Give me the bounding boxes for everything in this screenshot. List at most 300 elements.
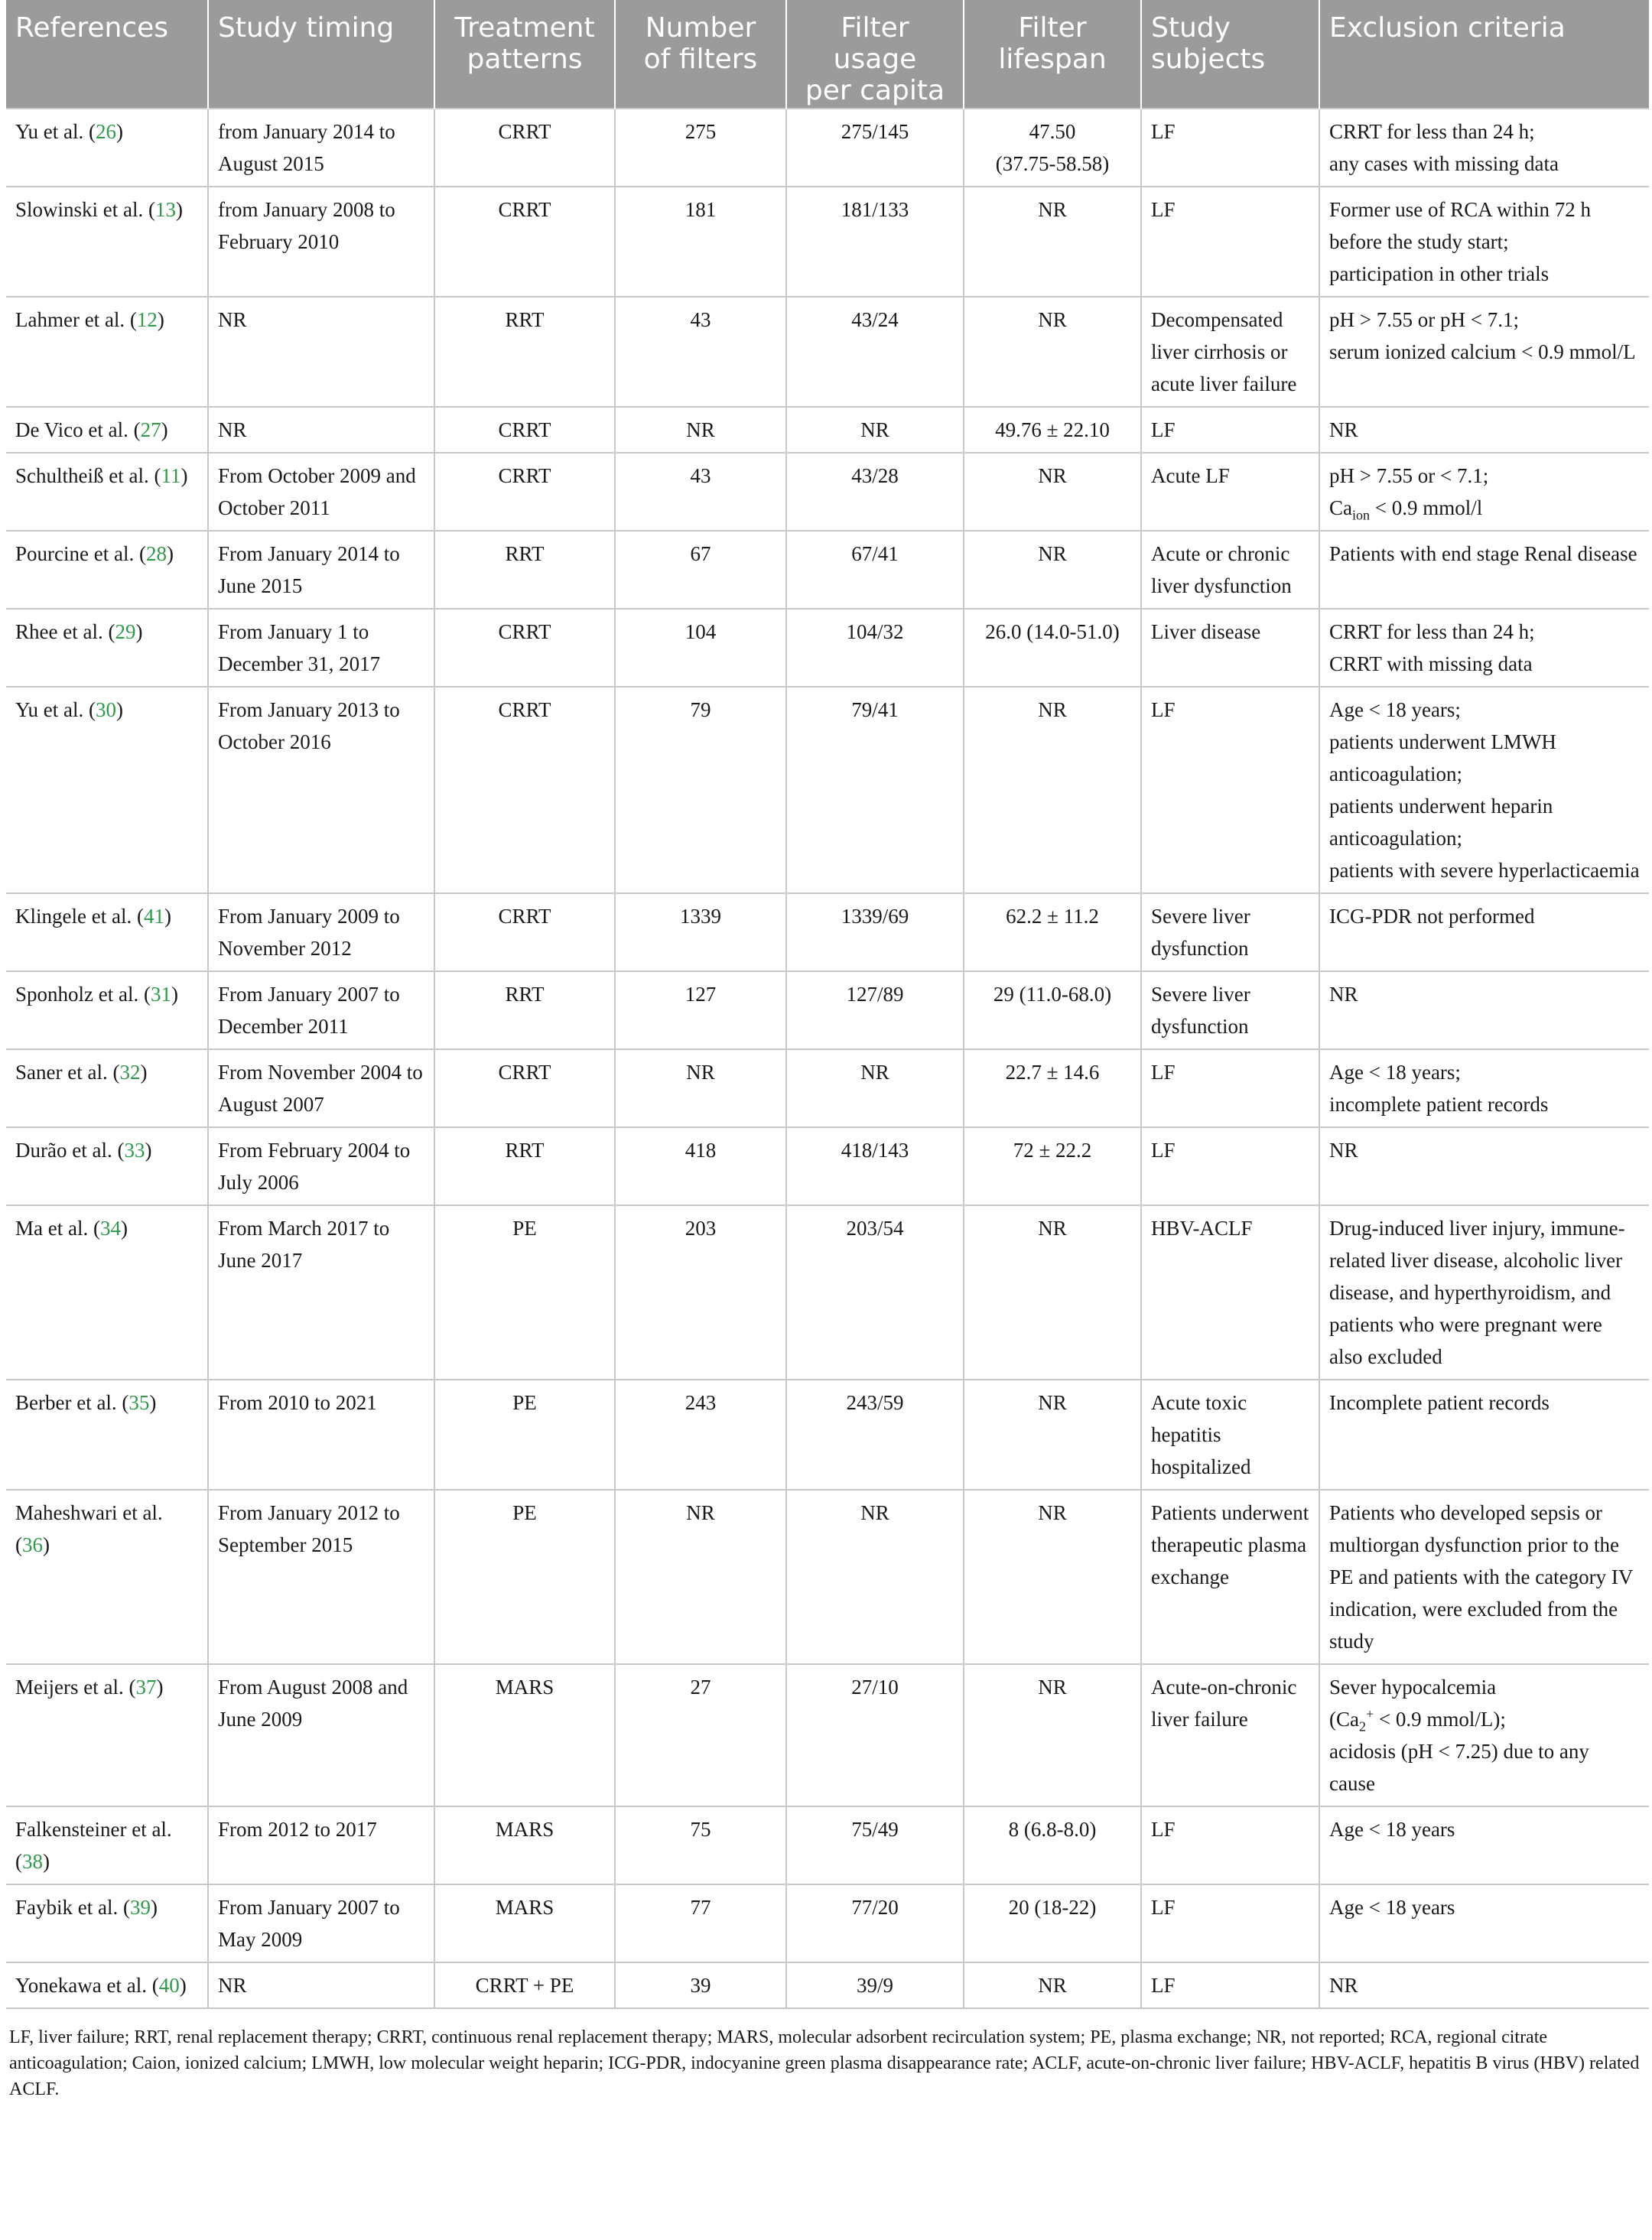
table-row [6, 187, 1649, 297]
header-line: subjects [1151, 44, 1266, 75]
reference-close: ) [43, 1850, 50, 1873]
cell-study-subjects: LF [1141, 109, 1319, 187]
cell-filter-usage: 275/145 [786, 109, 964, 187]
cell-filter-lifespan [964, 1380, 1141, 1490]
exclusion-line: Patients with end stage Renal disease [1329, 542, 1637, 565]
header-line: patterns [467, 44, 583, 75]
cell-exclusion-criteria [1319, 1962, 1649, 2008]
cell-filter-usage: 243/59 [786, 1380, 964, 1490]
cell-study-timing: NR [208, 407, 434, 453]
cell-exclusion-criteria [1319, 1049, 1649, 1127]
lifespan-line: 47.50 [1029, 120, 1076, 143]
reference-link[interactable]: 31 [150, 983, 171, 1006]
cell-treatment: MARS [434, 1664, 615, 1806]
cell-filter-usage: 127/89 [786, 971, 964, 1049]
reference-close: ) [115, 120, 123, 143]
reference-author: Yu et al. ( [15, 120, 96, 143]
lifespan-line: 72 ± 22.2 [1013, 1139, 1092, 1162]
cell-number-of-filters: 77 [615, 1884, 786, 1962]
lifespan-line: 49.76 ± 22.10 [995, 418, 1110, 441]
cell-reference [6, 893, 208, 971]
cell-exclusion-criteria [1319, 1127, 1649, 1205]
cell-reference [6, 1049, 208, 1127]
table-row [6, 109, 1649, 187]
cell-treatment: MARS [434, 1806, 615, 1884]
header-line: lifespan [998, 44, 1107, 75]
exclusion-line: ICG-PDR not performed [1329, 905, 1535, 928]
reference-close: ) [145, 1139, 152, 1162]
cell-study-subjects: Severe liver dysfunction [1141, 971, 1319, 1049]
cell-study-timing: From October 2009 and October 2011 [208, 453, 434, 531]
cell-study-timing: NR [208, 297, 434, 407]
cell-filter-lifespan [964, 109, 1141, 187]
reference-author: Ma et al. ( [15, 1217, 100, 1240]
cell-study-subjects: LF [1141, 687, 1319, 893]
cell-treatment: CRRT [434, 187, 615, 297]
cell-filter-lifespan [964, 297, 1141, 407]
lifespan-line: 29 (11.0-68.0) [993, 983, 1112, 1006]
header-line: Filter [1018, 12, 1087, 44]
cell-reference [6, 109, 208, 187]
cell-filter-lifespan [964, 971, 1141, 1049]
cell-study-subjects: Decompensated liver cirrhosis or acute liver failure [1141, 297, 1319, 407]
reference-author: Pourcine et al. ( [15, 542, 146, 565]
exclusion-line: serum ionized calcium < 0.9 mmol/L [1329, 340, 1636, 363]
cell-study-subjects: LF [1141, 1962, 1319, 2008]
cell-study-subjects: Acute toxic hepatitis hospitalized [1141, 1380, 1319, 1490]
lifespan-line: NR [1038, 698, 1067, 721]
reference-close: ) [166, 542, 174, 565]
cell-treatment: CRRT [434, 609, 615, 687]
cell-filter-lifespan [964, 1806, 1141, 1884]
cell-number-of-filters: 27 [615, 1664, 786, 1806]
exclusion-line: Sever hypocalcemia [1329, 1676, 1497, 1699]
cell-study-subjects: LF [1141, 1806, 1319, 1884]
cell-filter-lifespan [964, 187, 1141, 297]
reference-author: Schultheiß et al. ( [15, 464, 161, 487]
cell-treatment: PE [434, 1380, 615, 1490]
reference-link[interactable]: 41 [143, 905, 164, 928]
reference-link[interactable]: 29 [115, 620, 136, 643]
cell-exclusion-criteria [1319, 531, 1649, 609]
cell-treatment: CRRT [434, 453, 615, 531]
reference-author: Yu et al. ( [15, 698, 96, 721]
cell-filter-lifespan [964, 407, 1141, 453]
cell-exclusion-criteria [1319, 609, 1649, 687]
cell-reference [6, 453, 208, 531]
exclusion-line: acidosis (pH < 7.25) due to any cause [1329, 1740, 1589, 1795]
exclusion-line: ($Ca_2^+ < 0.9$ mmol/L); [1329, 1706, 1506, 1734]
cell-treatment: PE [434, 1490, 615, 1664]
header-line: Study timing [218, 12, 395, 44]
cell-study-subjects: LF [1141, 1884, 1319, 1962]
exclusion-line: NR [1329, 1974, 1358, 1997]
cell-filter-lifespan [964, 453, 1141, 531]
table-row [6, 1884, 1649, 1962]
reference-close: ) [135, 620, 143, 643]
exclusion-line: Age < 18 years; [1329, 698, 1461, 721]
cell-study-subjects: LF [1141, 187, 1319, 297]
reference-close: ) [171, 983, 178, 1006]
reference-author: Slowinski et al. ( [15, 198, 155, 221]
reference-link[interactable]: 40 [158, 1974, 180, 1997]
reference-close: ) [157, 308, 164, 331]
reference-author: Klingele et al. ( [15, 905, 144, 928]
exclusion-line: patients underwent heparin anticoagulation; [1329, 795, 1553, 850]
lifespan-line: (37.75-58.58) [995, 152, 1110, 175]
reference-link[interactable]: 27 [140, 418, 161, 441]
reference-close: ) [179, 1974, 187, 1997]
reference-link[interactable]: 39 [129, 1896, 151, 1919]
cell-number-of-filters: 75 [615, 1806, 786, 1884]
reference-author: Rhee et al. ( [15, 620, 115, 643]
exclusion-line: Former use of RCA within 72 h before the study start; [1329, 198, 1591, 253]
cell-filter-lifespan [964, 1490, 1141, 1664]
reference-close: ) [156, 1676, 164, 1699]
lifespan-line: 8 (6.8-8.0) [1008, 1818, 1097, 1841]
cell-filter-usage: 67/41 [786, 531, 964, 609]
cell-exclusion-criteria [1319, 297, 1649, 407]
header-study-timing [208, 0, 434, 109]
lifespan-line: 22.7 ± 14.6 [1005, 1061, 1100, 1084]
cell-filter-lifespan [964, 1664, 1141, 1806]
cell-reference [6, 609, 208, 687]
cell-study-timing: From August 2008 and June 2009 [208, 1664, 434, 1806]
cell-filter-usage: 104/32 [786, 609, 964, 687]
exclusion-line: Age < 18 years [1329, 1818, 1455, 1841]
header-line: References [15, 12, 169, 44]
cell-reference [6, 971, 208, 1049]
cell-filter-lifespan [964, 1205, 1141, 1380]
cell-filter-usage: 39/9 [786, 1962, 964, 2008]
cell-number-of-filters: 79 [615, 687, 786, 893]
table-body [6, 109, 1649, 2008]
exclusion-line: Incomplete patient records [1329, 1391, 1550, 1414]
cell-number-of-filters: 181 [615, 187, 786, 297]
cell-treatment: RRT [434, 297, 615, 407]
cell-number-of-filters: NR [615, 1490, 786, 1664]
cell-reference [6, 1205, 208, 1380]
lifespan-line: NR [1038, 464, 1067, 487]
cell-exclusion-criteria [1319, 407, 1649, 453]
header-number-of-filters [615, 0, 786, 109]
cell-number-of-filters: 67 [615, 531, 786, 609]
cell-study-subjects: Liver disease [1141, 609, 1319, 687]
reference-link[interactable]: 33 [124, 1139, 145, 1162]
exclusion-line: NR [1329, 418, 1358, 441]
cell-exclusion-criteria [1319, 1380, 1649, 1490]
cell-filter-usage: 75/49 [786, 1806, 964, 1884]
header-references [6, 0, 208, 109]
cell-reference [6, 1962, 208, 2008]
cell-number-of-filters: 203 [615, 1205, 786, 1380]
header-line: per capita [805, 75, 945, 106]
cell-treatment: CRRT + PE [434, 1962, 615, 2008]
header-line: Filter usage [833, 12, 917, 75]
cell-filter-usage: 203/54 [786, 1205, 964, 1380]
cell-number-of-filters: 418 [615, 1127, 786, 1205]
cell-exclusion-criteria [1319, 1806, 1649, 1884]
exclusion-line: CRRT for less than 24 h; [1329, 620, 1535, 643]
reference-close: ) [161, 418, 168, 441]
reference-link[interactable]: 11 [161, 464, 181, 487]
reference-author: Durão et al. ( [15, 1139, 125, 1162]
table-row [6, 453, 1649, 531]
studies-table [6, 0, 1649, 2009]
cell-number-of-filters: 243 [615, 1380, 786, 1490]
cell-reference [6, 187, 208, 297]
cell-study-subjects: Acute or chronic liver dysfunction [1141, 531, 1319, 609]
cell-study-subjects: HBV-ACLF [1141, 1205, 1319, 1380]
header-row [6, 0, 1649, 109]
exclusion-line: CRRT with missing data [1329, 652, 1533, 675]
cell-study-timing: from January 2014 to August 2015 [208, 109, 434, 187]
cell-treatment: PE [434, 1205, 615, 1380]
cell-study-timing: from January 2008 to February 2010 [208, 187, 434, 297]
cell-study-timing: From 2012 to 2017 [208, 1806, 434, 1884]
cell-filter-usage: 79/41 [786, 687, 964, 893]
cell-number-of-filters: 1339 [615, 893, 786, 971]
table-row [6, 1049, 1649, 1127]
cell-filter-lifespan [964, 531, 1141, 609]
lifespan-line: NR [1038, 1391, 1067, 1414]
exclusion-line: $Ca_{ion} < 0.9$ mmol/l [1329, 496, 1483, 523]
lifespan-line: NR [1038, 1974, 1067, 1997]
reference-close: ) [176, 198, 183, 221]
cell-study-subjects: Acute-on-chronic liver failure [1141, 1664, 1319, 1806]
reference-link[interactable]: 30 [95, 698, 116, 721]
cell-exclusion-criteria [1319, 1205, 1649, 1380]
cell-exclusion-criteria [1319, 893, 1649, 971]
reference-author: Saner et al. ( [15, 1061, 120, 1084]
cell-study-timing: From January 2014 to June 2015 [208, 531, 434, 609]
cell-reference [6, 1806, 208, 1884]
cell-reference [6, 407, 208, 453]
cell-exclusion-criteria [1319, 1664, 1649, 1806]
exclusion-line: any cases with missing data [1329, 152, 1559, 175]
exclusion-line: CRRT for less than 24 h; [1329, 120, 1535, 143]
reference-close: ) [120, 1217, 128, 1240]
cell-number-of-filters: 275 [615, 109, 786, 187]
lifespan-line: 62.2 ± 11.2 [1006, 905, 1099, 928]
cell-filter-usage: 43/28 [786, 453, 964, 531]
cell-reference [6, 1490, 208, 1664]
cell-study-subjects: Acute LF [1141, 453, 1319, 531]
cell-number-of-filters: 127 [615, 971, 786, 1049]
cell-filter-lifespan [964, 1962, 1141, 2008]
cell-filter-usage: 27/10 [786, 1664, 964, 1806]
table-row [6, 893, 1649, 971]
exclusion-line: pH > 7.55 or pH < 7.1; [1329, 308, 1519, 331]
cell-exclusion-criteria [1319, 971, 1649, 1049]
cell-treatment: CRRT [434, 109, 615, 187]
lifespan-line: NR [1038, 308, 1067, 331]
cell-exclusion-criteria [1319, 687, 1649, 893]
cell-study-subjects: Patients underwent therapeutic plasma exchange [1141, 1490, 1319, 1664]
cell-treatment: CRRT [434, 893, 615, 971]
cell-study-subjects: LF [1141, 407, 1319, 453]
reference-link[interactable]: 32 [119, 1061, 141, 1084]
reference-close: ) [149, 1391, 157, 1414]
cell-filter-usage: NR [786, 407, 964, 453]
exclusion-line: incomplete patient records [1329, 1093, 1549, 1116]
cell-study-timing: From January 1 to December 31, 2017 [208, 609, 434, 687]
table-row [6, 407, 1649, 453]
reference-author: De Vico et al. ( [15, 418, 141, 441]
reference-link[interactable]: 36 [22, 1533, 43, 1556]
cell-study-timing: NR [208, 1962, 434, 2008]
reference-author: Yonekawa et al. ( [15, 1974, 159, 1997]
reference-link[interactable]: 26 [95, 120, 116, 143]
cell-exclusion-criteria [1319, 1884, 1649, 1962]
reference-close: ) [43, 1533, 50, 1556]
cell-treatment: CRRT [434, 687, 615, 893]
cell-filter-usage: 181/133 [786, 187, 964, 297]
cell-number-of-filters: 43 [615, 297, 786, 407]
reference-author: Lahmer et al. ( [15, 308, 137, 331]
cell-filter-usage: NR [786, 1049, 964, 1127]
cell-study-timing: From March 2017 to June 2017 [208, 1205, 434, 1380]
cell-study-subjects: Severe liver dysfunction [1141, 893, 1319, 971]
cell-study-timing: From February 2004 to July 2006 [208, 1127, 434, 1205]
reference-close: ) [140, 1061, 148, 1084]
lifespan-line: NR [1038, 1676, 1067, 1699]
lifespan-line: NR [1038, 198, 1067, 221]
cell-number-of-filters: NR [615, 1049, 786, 1127]
table-row [6, 687, 1649, 893]
reference-close: ) [180, 464, 188, 487]
cell-number-of-filters: 39 [615, 1962, 786, 2008]
cell-exclusion-criteria [1319, 1490, 1649, 1664]
header-line: Exclusion criteria [1329, 12, 1566, 44]
cell-study-timing: From January 2012 to September 2015 [208, 1490, 434, 1664]
cell-reference [6, 531, 208, 609]
cell-exclusion-criteria [1319, 187, 1649, 297]
cell-study-timing: From January 2009 to November 2012 [208, 893, 434, 971]
cell-filter-lifespan [964, 1049, 1141, 1127]
reference-link[interactable]: 28 [145, 542, 167, 565]
table-row [6, 1127, 1649, 1205]
reference-close: ) [164, 905, 171, 928]
cell-filter-lifespan [964, 1127, 1141, 1205]
lifespan-line: 20 (18-22) [1008, 1896, 1097, 1919]
cell-filter-lifespan [964, 1884, 1141, 1962]
exclusion-line: Age < 18 years [1329, 1896, 1455, 1919]
cell-study-subjects: LF [1141, 1049, 1319, 1127]
cell-reference [6, 1380, 208, 1490]
table-row [6, 531, 1649, 609]
cell-treatment: MARS [434, 1884, 615, 1962]
exclusion-line: participation in other trials [1329, 262, 1550, 285]
reference-link[interactable]: 38 [22, 1850, 43, 1873]
cell-filter-usage: NR [786, 1490, 964, 1664]
reference-author: Sponholz et al. ( [15, 983, 151, 1006]
cell-study-subjects: LF [1141, 1127, 1319, 1205]
exclusion-line: Age < 18 years; [1329, 1061, 1461, 1084]
cell-reference [6, 297, 208, 407]
cell-reference [6, 687, 208, 893]
reference-link[interactable]: 34 [99, 1217, 121, 1240]
table-row [6, 609, 1649, 687]
cell-number-of-filters: 104 [615, 609, 786, 687]
header-exclusion-criteria [1319, 0, 1649, 109]
cell-treatment: CRRT [434, 1049, 615, 1127]
table-footnote: LF, liver failure; RRT, renal replacement therapy; CRRT, continuous renal replacement therapy; MARS, molecular adsorbent recirculation system; PE, plasma exchange; NR, not reported; RCA, regional citrate anticoagulation; Caion, ionized calcium; LMWH, low molecular weight heparin; ICG-PDR, indocyanine green plasma disappearance rate; ACLF, acute-on-chronic liver failure; HBV-ACLF, hepatitis B virus (HBV) related ACLF. [9, 2027, 1640, 2099]
cell-filter-lifespan [964, 687, 1141, 893]
cell-filter-usage: 1339/69 [786, 893, 964, 971]
reference-author: Faybik et al. ( [15, 1896, 130, 1919]
header-study-subjects [1141, 0, 1319, 109]
cell-treatment: RRT [434, 1127, 615, 1205]
cell-reference [6, 1884, 208, 1962]
cell-filter-usage: 418/143 [786, 1127, 964, 1205]
reference-author: Berber et al. ( [15, 1391, 129, 1414]
header-line: Treatment [454, 12, 595, 44]
cell-treatment: CRRT [434, 407, 615, 453]
table-row [6, 1490, 1649, 1664]
reference-author: Maheshwari et al. ( [15, 1501, 163, 1556]
exclusion-line: patients with severe hyperlacticaemia [1329, 859, 1640, 882]
exclusion-line: patients underwent LMWH anticoagulation; [1329, 730, 1556, 785]
cell-study-timing: From January 2013 to October 2016 [208, 687, 434, 893]
reference-link[interactable]: 12 [136, 308, 158, 331]
reference-author: Falkensteiner et al. ( [15, 1818, 172, 1873]
table-row [6, 1962, 1649, 2008]
header-filter-lifespan [964, 0, 1141, 109]
header-line: Number [645, 12, 756, 44]
lifespan-line: NR [1038, 1501, 1067, 1524]
cell-study-timing: From January 2007 to May 2009 [208, 1884, 434, 1962]
lifespan-line: NR [1038, 542, 1067, 565]
exclusion-line: NR [1329, 983, 1358, 1006]
cell-study-timing: From January 2007 to December 2011 [208, 971, 434, 1049]
reference-link[interactable]: 13 [155, 198, 176, 221]
cell-treatment: RRT [434, 971, 615, 1049]
cell-filter-lifespan [964, 609, 1141, 687]
table-row [6, 297, 1649, 407]
cell-filter-usage: 77/20 [786, 1884, 964, 1962]
cell-exclusion-criteria [1319, 109, 1649, 187]
reference-close: ) [115, 698, 123, 721]
cell-number-of-filters: NR [615, 407, 786, 453]
table-row [6, 971, 1649, 1049]
header-filter-usage [786, 0, 964, 109]
cell-number-of-filters: 43 [615, 453, 786, 531]
exclusion-line: NR [1329, 1139, 1358, 1162]
reference-link[interactable]: 37 [135, 1676, 157, 1699]
cell-exclusion-criteria [1319, 453, 1649, 531]
cell-filter-usage: 43/24 [786, 297, 964, 407]
cell-treatment: RRT [434, 531, 615, 609]
table-row [6, 1205, 1649, 1380]
reference-link[interactable]: 35 [128, 1391, 150, 1414]
header-line: Study [1151, 12, 1231, 44]
lifespan-line: NR [1038, 1217, 1067, 1240]
cell-study-timing: From 2010 to 2021 [208, 1380, 434, 1490]
header-line: of filters [643, 44, 758, 75]
table-row [6, 1664, 1649, 1806]
header-treatment-patterns [434, 0, 615, 109]
table-row [6, 1380, 1649, 1490]
table-row [6, 1806, 1649, 1884]
exclusion-line: Drug-induced liver injury, immune-related liver disease, alcoholic liver disease, and hyperthyroidism, and patients who were pregnant were also excluded [1329, 1217, 1625, 1368]
reference-author: Meijers et al. ( [15, 1676, 136, 1699]
exclusion-line: pH > 7.55 or < 7.1; [1329, 464, 1489, 487]
table-container [6, 0, 1649, 2102]
cell-reference [6, 1664, 208, 1806]
cell-study-timing: From November 2004 to August 2007 [208, 1049, 434, 1127]
cell-filter-lifespan [964, 893, 1141, 971]
